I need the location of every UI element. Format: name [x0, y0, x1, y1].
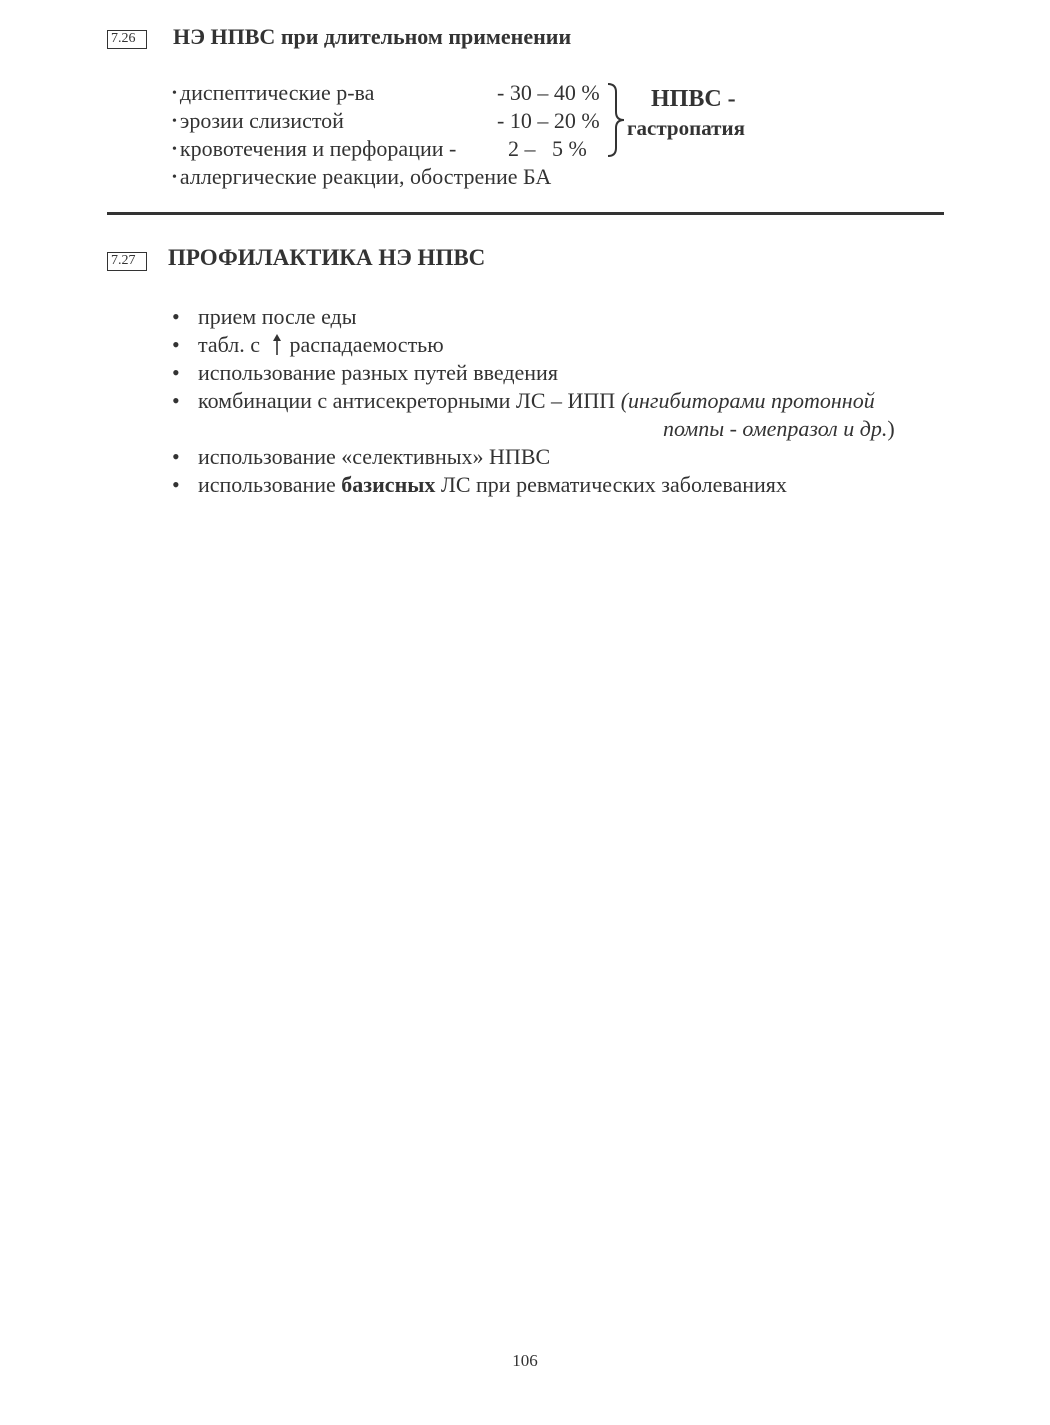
list-item: • эрозии слизистой [172, 108, 344, 133]
list-item: • использование разных путей введения [172, 360, 558, 385]
section-number-box: 7.26 [107, 30, 147, 49]
curly-brace-icon [604, 82, 628, 158]
list-item-value: 2 – 5 % [508, 136, 587, 161]
section-title: НЭ НПВС при длительном применении [173, 24, 572, 49]
bullet: • [172, 332, 180, 357]
bullet: • [172, 170, 177, 185]
list-item: • аллергические реакции, обострение БА [172, 164, 552, 189]
bullet: • [172, 388, 180, 413]
list-item-value: - 10 – 20 % [497, 108, 600, 133]
list-item: • использование базисных ЛС при ревматических заболеваниях [172, 472, 787, 497]
list-item: • диспептические р-ва [172, 80, 375, 105]
list-item: • прием после еды [172, 304, 357, 329]
bullet: • [172, 444, 180, 469]
section-title: ПРОФИЛАКТИКА НЭ НПВС [168, 245, 486, 270]
list-item: • кровотечения и перфорации - [172, 136, 457, 161]
bullet: • [172, 86, 177, 101]
section-divider [107, 212, 944, 215]
page-number: 106 [512, 1351, 538, 1370]
list-item-value: - 30 – 40 % [497, 80, 600, 105]
bullet: • [172, 304, 180, 329]
arrow-up-icon [270, 332, 284, 356]
list-item: • комбинации с антисекреторными ЛС – ИПП (ингибиторами протонной [172, 388, 875, 413]
bullet: • [172, 360, 180, 385]
brace-label-line2: гастропатия [627, 116, 745, 140]
list-item-continuation: помпы - омепразол и др.) [663, 416, 895, 441]
bullet: • [172, 114, 177, 129]
brace-label-line1: НПВС - [651, 86, 736, 112]
bullet: • [172, 142, 177, 157]
section-number-box: 7.27 [107, 252, 147, 271]
bullet: • [172, 472, 180, 497]
list-item: • использование «селективных» НПВС [172, 444, 551, 469]
list-item: • табл. с распадаемостью [172, 332, 444, 357]
